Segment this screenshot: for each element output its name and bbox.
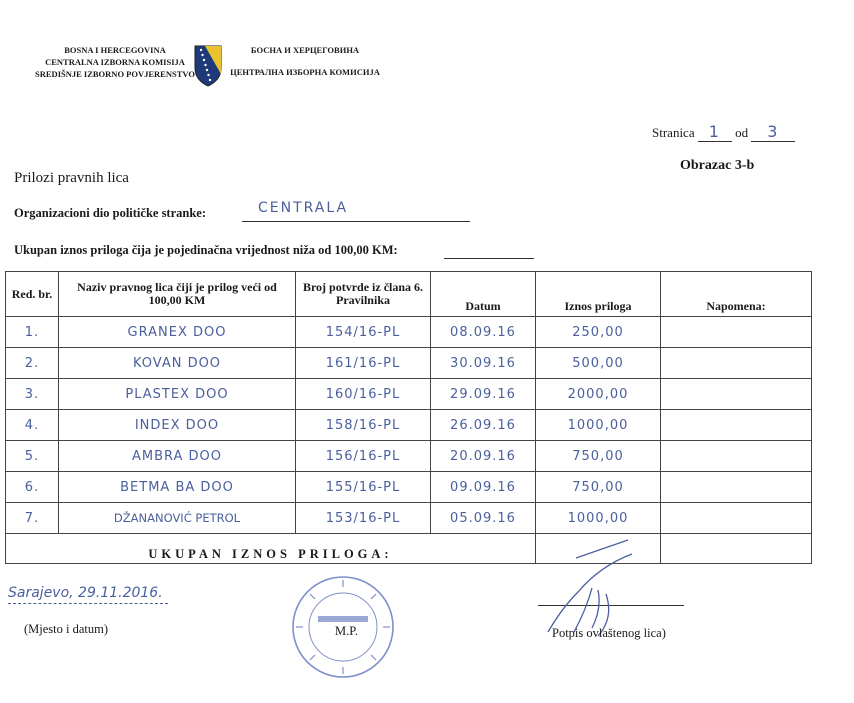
row-name[interactable]: BETMA BA DOO	[59, 472, 296, 503]
stranica-label: Stranica	[652, 125, 695, 140]
table-row	[6, 441, 812, 472]
row-potvrda[interactable]: 153/16-PL	[296, 503, 431, 534]
col-header-naziv: Naziv pravnog lica čiji je prilog veći od 100,00 KM	[59, 272, 296, 317]
row-napomena[interactable]	[661, 317, 812, 348]
header-cyrillic-line: БОСНА И ХЕРЦЕГОВИНА	[250, 45, 360, 55]
org-value-field[interactable]: CENTRALA	[242, 200, 470, 222]
row-no[interactable]: 2.	[6, 348, 59, 379]
row-potvrda[interactable]: 158/16-PL	[296, 410, 431, 441]
row-napomena[interactable]	[661, 441, 812, 472]
place-date-value[interactable]: Sarajevo, 29.11.2016.	[8, 585, 163, 601]
table-total-row	[6, 534, 812, 564]
row-name[interactable]: INDEX DOO	[59, 410, 296, 441]
row-datum[interactable]: 09.09.16	[431, 472, 536, 503]
row-potvrda[interactable]: 155/16-PL	[296, 472, 431, 503]
od-value: 3	[751, 122, 795, 142]
total-below-field[interactable]	[444, 242, 534, 259]
header-latin	[30, 44, 200, 80]
coat-of-arms-icon	[193, 44, 223, 88]
row-napomena[interactable]	[661, 379, 812, 410]
row-iznos[interactable]: 2000,00	[536, 379, 661, 410]
table-row	[6, 410, 812, 441]
header-latin-line: SREDIŠNJE IZBORNO POVJERENSTVO	[35, 69, 195, 79]
table-row	[6, 317, 812, 348]
row-datum[interactable]: 05.09.16	[431, 503, 536, 534]
total-below-label: Ukupan iznos priloga čija je pojedinačna vrijednost niža od 100,00 KM:	[14, 243, 398, 257]
header-cyrillic-line: ЦЕНТРАЛНА ИЗБОРНА КОМИСИЈА	[230, 67, 380, 77]
row-potvrda[interactable]: 160/16-PL	[296, 379, 431, 410]
col-header-napomena: Napomena:	[661, 272, 812, 317]
row-name[interactable]: DŽANANOVIĆ PETROL	[59, 503, 296, 534]
table-row	[6, 379, 812, 410]
row-iznos[interactable]: 500,00	[536, 348, 661, 379]
header-latin-line: BOSNA I HERCEGOVINA	[64, 45, 166, 55]
col-header-potvrda: Broj potvrde iz člana 6. Pravilnika	[296, 272, 431, 317]
row-datum[interactable]: 26.09.16	[431, 410, 536, 441]
row-no[interactable]: 1.	[6, 317, 59, 348]
total-label: UKUPAN IZNOS PRILOGA:	[6, 534, 536, 564]
row-napomena[interactable]	[661, 472, 812, 503]
place-date-label: (Mjesto i datum)	[24, 622, 109, 636]
row-name[interactable]: AMBRA DOO	[59, 441, 296, 472]
place-date-line	[8, 603, 168, 604]
row-datum[interactable]: 20.09.16	[431, 441, 536, 472]
signature-label: Potpis ovlaštenog lica)	[552, 626, 666, 640]
row-name[interactable]: KOVAN DOO	[59, 348, 296, 379]
row-iznos[interactable]: 750,00	[536, 472, 661, 503]
row-name[interactable]: PLASTEX DOO	[59, 379, 296, 410]
row-napomena[interactable]	[661, 503, 812, 534]
row-iznos[interactable]: 1000,00	[536, 503, 661, 534]
table-row	[6, 348, 812, 379]
row-name[interactable]: GRANEX DOO	[59, 317, 296, 348]
stranica-value: 1	[698, 122, 732, 142]
row-iznos[interactable]: 1000,00	[536, 410, 661, 441]
table-header-row	[6, 272, 812, 317]
row-no[interactable]: 3.	[6, 379, 59, 410]
col-header-red-br: Red. br.	[6, 272, 59, 317]
od-label: od	[735, 125, 749, 140]
row-no[interactable]: 4.	[6, 410, 59, 441]
table-row	[6, 472, 812, 503]
row-no[interactable]: 6.	[6, 472, 59, 503]
row-napomena[interactable]	[661, 410, 812, 441]
contributions-table	[5, 271, 812, 564]
table-row	[6, 503, 812, 534]
row-potvrda[interactable]: 156/16-PL	[296, 441, 431, 472]
row-no[interactable]: 5.	[6, 441, 59, 472]
row-potvrda[interactable]: 161/16-PL	[296, 348, 431, 379]
row-datum[interactable]: 30.09.16	[431, 348, 536, 379]
page-title: Prilozi pravnih lica	[14, 170, 129, 186]
form-code: Obrazac 3-b	[680, 158, 755, 173]
row-datum[interactable]: 08.09.16	[431, 317, 536, 348]
mp-label: M.P.	[335, 624, 358, 638]
row-no[interactable]: 7.	[6, 503, 59, 534]
signature-scribble	[540, 548, 650, 638]
row-iznos[interactable]: 750,00	[536, 441, 661, 472]
col-header-datum: Datum	[431, 272, 536, 317]
col-header-iznos: Iznos priloga	[536, 272, 661, 317]
header-latin-line: CENTRALNA IZBORNA KOMISIJA	[45, 57, 185, 67]
page-indicator	[652, 122, 795, 142]
org-label: Organizacioni dio političke stranke:	[14, 206, 207, 220]
row-datum[interactable]: 29.09.16	[431, 379, 536, 410]
row-iznos[interactable]: 250,00	[536, 317, 661, 348]
row-napomena[interactable]	[661, 348, 812, 379]
header-cyrillic	[225, 44, 385, 78]
row-potvrda[interactable]: 154/16-PL	[296, 317, 431, 348]
total-napomena-cell[interactable]	[661, 534, 812, 564]
